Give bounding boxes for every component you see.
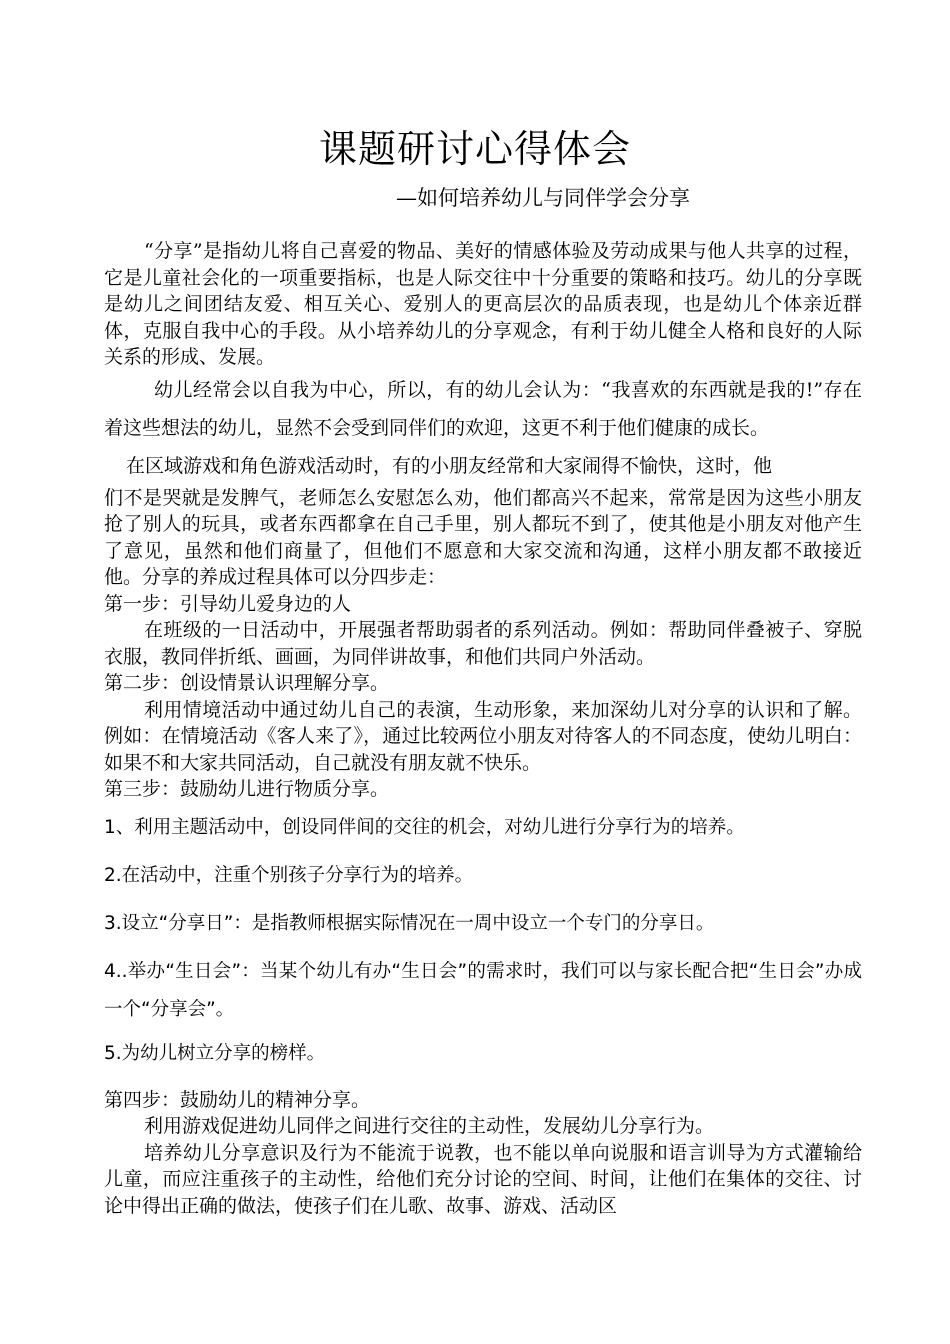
document-subtitle: —如何培养幼儿与同伴学会分享 — [396, 186, 690, 210]
paragraph-intro: “分享”是指幼儿将自己喜爱的物品、美好的情感体验及劳动成果与他人共享的过程，它是儿童社会化的一项重要指标，也是人际交往中十分重要的策略和技巧。幼儿的分享既是幼儿之间团结友爱、相互关心、爱别人的更高层次的品质表现，也是幼儿个体亲近群体，克服自我中心的手段。从小培养幼儿的分享观念，有利于幼儿健全人格和良好的人际关系的形成、发展。 — [104, 240, 862, 368]
step-one-heading: 第一步：引导幼儿爱身边的人 — [104, 592, 352, 615]
step-four-heading: 第四步：鼓励幼儿的精神分享。 — [104, 1088, 371, 1111]
step-two-text: 利用情境活动中通过幼儿自己的表演，生动形象，来加深幼儿对分享的认识和了解。例如：在情境活动《客人来了》，通过比较两位小朋友对待客人的不同态度，使幼儿明白：如果不和大家共同活动，自己就没有朋友就不快乐。 — [104, 698, 862, 774]
step-two-heading: 第二步：创设情景认识理解分享。 — [104, 672, 390, 694]
list-item-3: 3.设立“分享日”：是指教师根据实际情况在一周中设立一个专门的分享日。 — [104, 912, 715, 934]
list-item-1: 1、利用主题活动中，创设同伴间的交往的机会，对幼儿进行分享行为的培养。 — [104, 816, 745, 838]
list-item-2: 2.在活动中，注重个别孩子分享行为的培养。 — [104, 864, 474, 886]
document-title: 课题研讨心得体会 — [318, 127, 631, 171]
step-four-text: 利用游戏促进幼儿同伴之间进行交往的主动性，发展幼儿分享行为。 — [144, 1115, 715, 1137]
document-body — [104, 238, 862, 1219]
step-one-text: 在班级的一日活动中，开展强者帮助弱者的系列活动。例如：帮助同伴叠被子、穿脱衣服，教同伴折纸、画画，为同伴讲故事，和他们共同户外活动。 — [104, 619, 862, 668]
paragraph-closing: 培养幼儿分享意识及行为不能流于说教，也不能以单向说服和语言训导为方式灌输给儿童，而应注重孩子的主动性，给他们充分讨论的空间、时间，让他们在集体的交往、讨论中得出正确的做法，使孩子们在儿歌、故事、游戏、活动区 — [104, 1141, 862, 1217]
step-three-heading: 第三步：鼓励幼儿进行物质分享。 — [104, 778, 390, 800]
paragraph-self-centered: 幼儿经常会以自我为中心，所以，有的幼儿会认为：“我喜欢的东西就是我的!”存在着这些想法的幼儿，显然不会受到同伴们的欢迎，这更不利于他们健康的成长。 — [104, 378, 862, 439]
paragraph-area-games-rest: 们不是哭就是发脾气，老师怎么安慰怎么劝，他们都高兴不起来，常常是因为这些小朋友抢了别人的玩具，或者东西都拿在自己手里，别人都玩不到了，使其他是小朋友对他产生了意见，虽然和他们商量了，但他们不愿意和大家交流和沟通，这样小朋友都不敢接近他。分享的养成过程具体可以分四步走： — [104, 486, 862, 588]
paragraph-area-games-line1: 在区域游戏和角色游戏活动时，有的小朋友经常和大家闹得不愉快，这时，他 — [126, 454, 773, 477]
list-item-5: 5.为幼儿树立分享的榜样。 — [104, 1042, 326, 1064]
list-item-4: 4..举办“生日会”：当某个幼儿有办“生日会”的需求时，我们可以与家长配合把“生日会”办成一个“分享会”。 — [104, 960, 862, 1020]
